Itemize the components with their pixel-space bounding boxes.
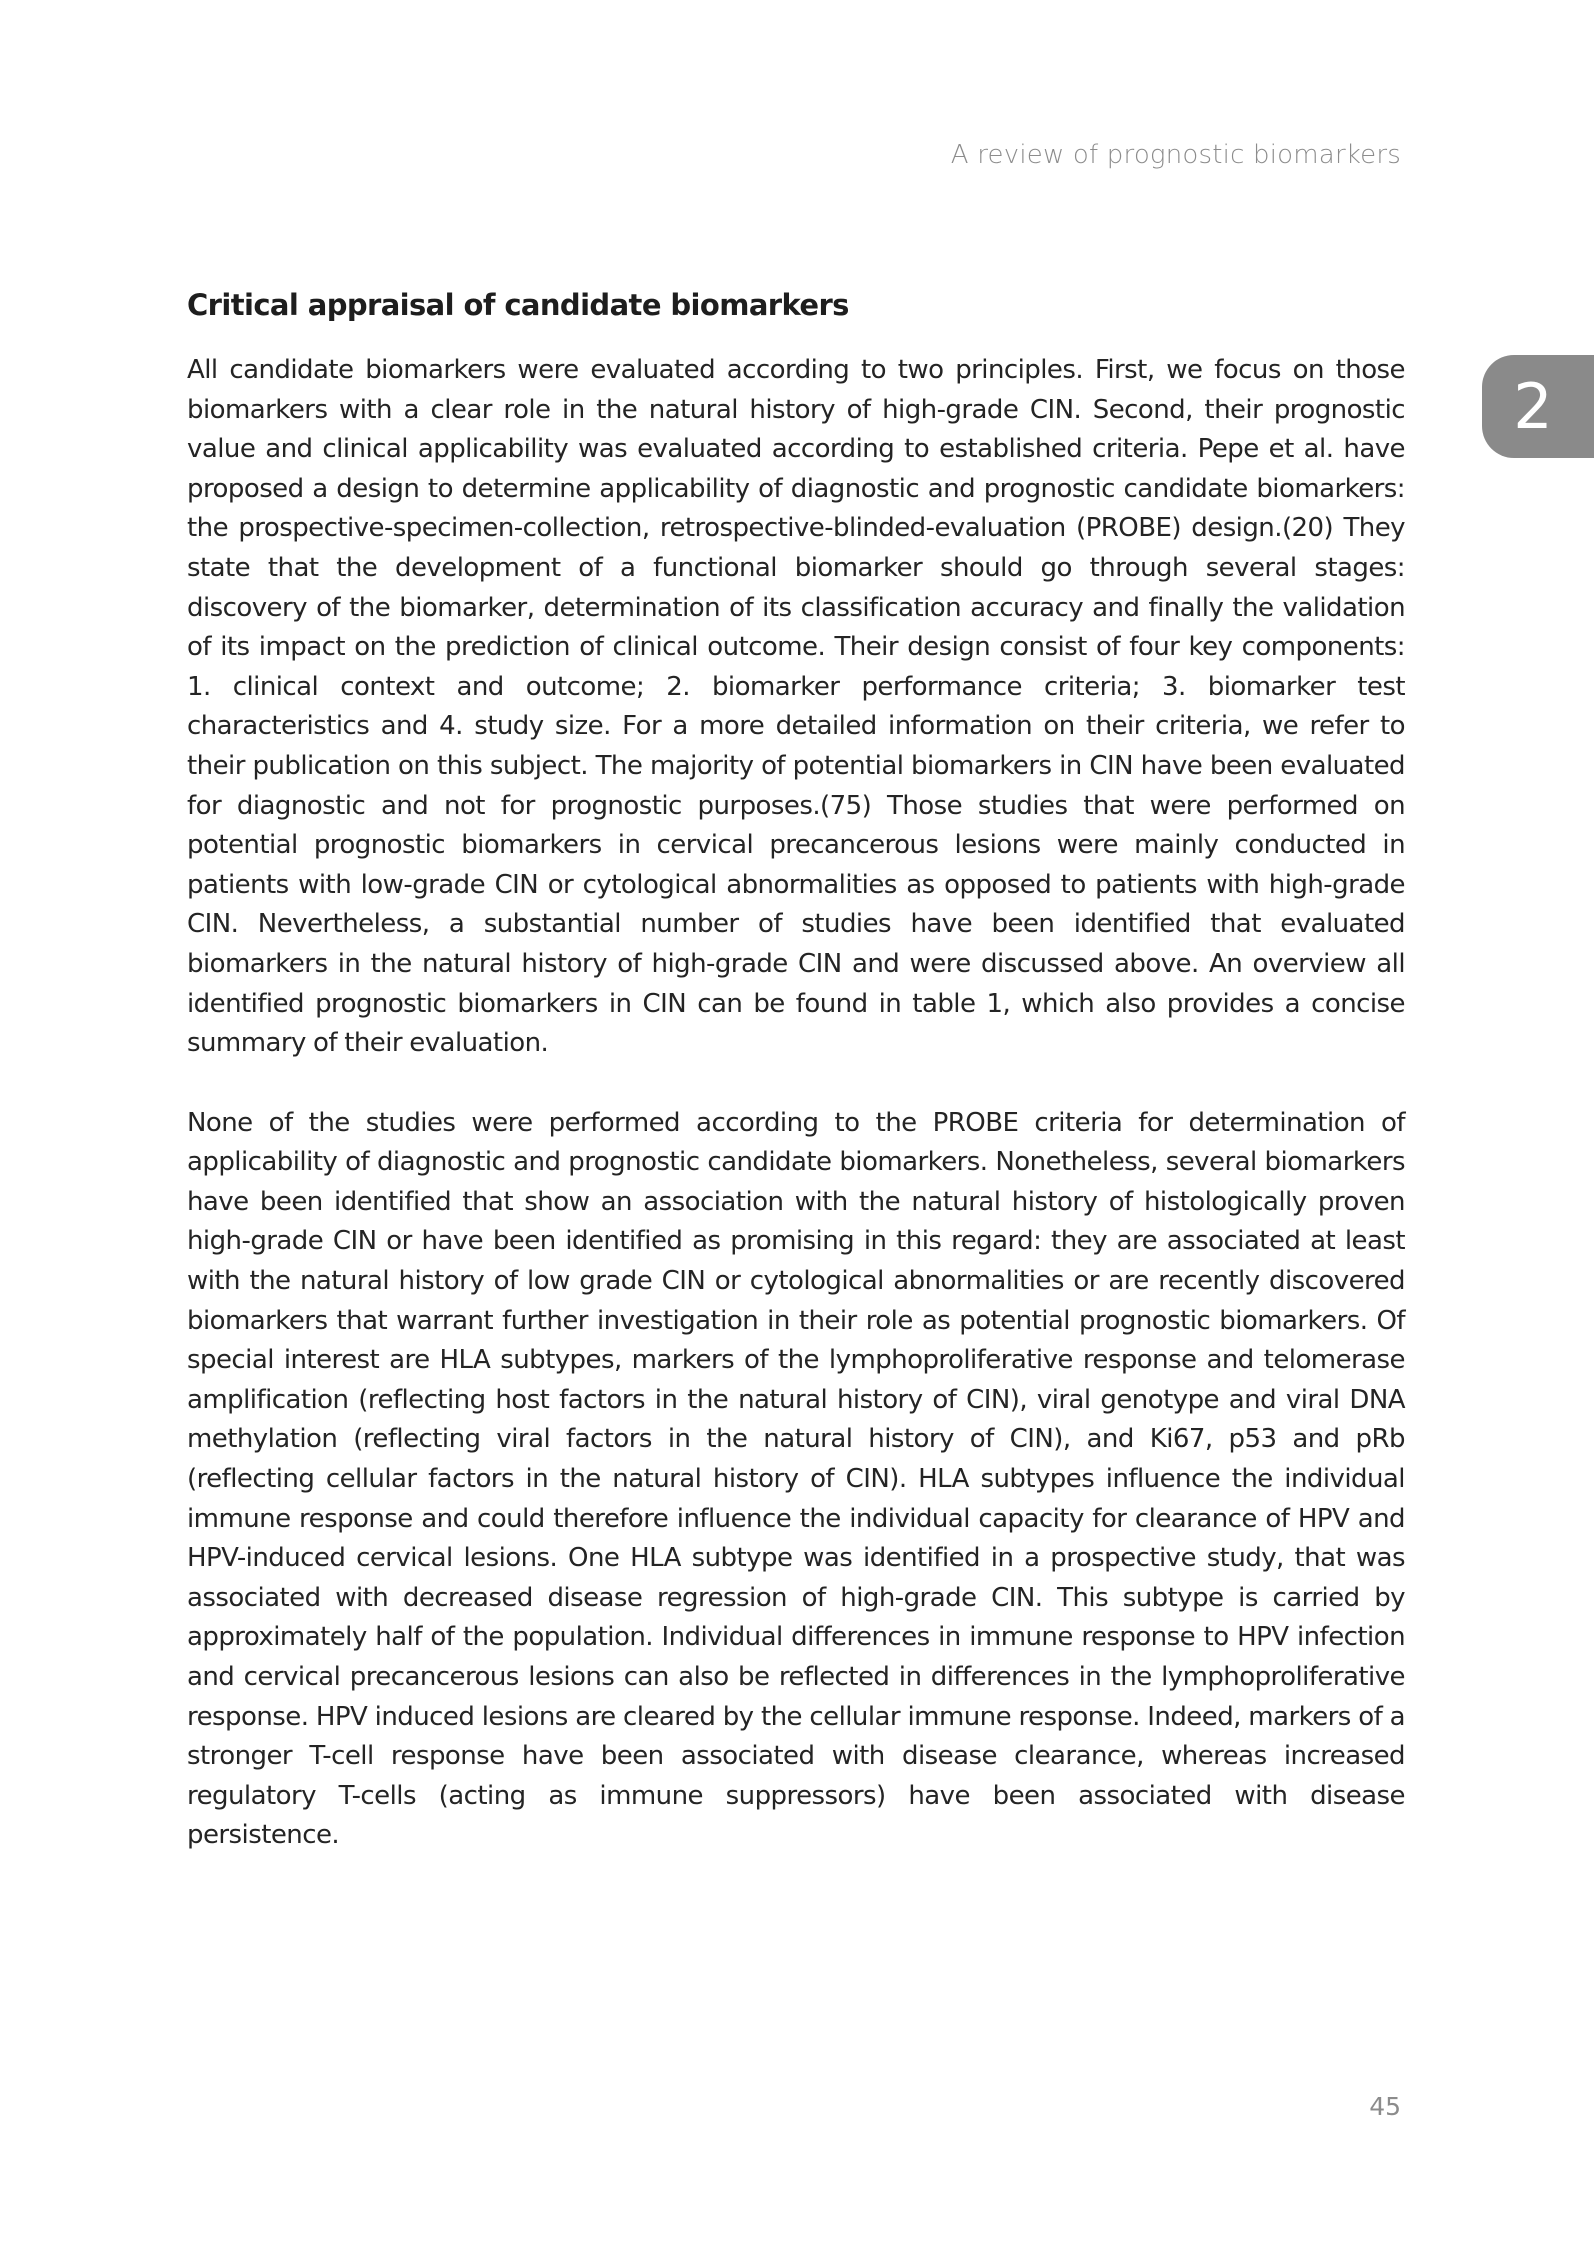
page-number: 45 bbox=[1369, 2092, 1401, 2121]
chapter-tab: 2 bbox=[1482, 355, 1594, 458]
section-heading: Critical appraisal of candidate biomarkers bbox=[187, 288, 849, 322]
body-paragraph-2: None of the studies were performed according to the PROBE criteria for determination of applicability of diagnostic and prognostic candidate biomarkers. Nonetheless, several biomarkers have been identified that show an association with the natural history of histologically proven high-grade CIN or have been identified as promising in this regard: they are associated at least with the natural history of low grade CIN or cytological abnormalities or are recently discovered biomarkers that warrant further investigation in their role as potential prognostic biomarkers. Of special interest are HLA subtypes, markers of the lymphoproliferative response and telomerase amplification (reflecting host factors in the natural history of CIN), viral genotype and viral DNA methylation (reflecting viral factors in the natural history of CIN), and Ki67, p53 and pRb (reflecting cellular factors in the natural history of CIN). HLA subtypes influence the individual immune response and could therefore influence the individual capacity for clearance of HPV and HPV-induced cervical lesions. One HLA subtype was identified in a prospective study, that was associated with decreased disease regression of high-grade CIN. This subtype is carried by approximately half of the population. Individual differences in immune response to HPV infection and cervical precancerous lesions can also be reflected in differences in the lymphoproliferative response. HPV induced lesions are cleared by the cellular immune response. Indeed, markers of a stronger T-cell response have been associated with disease clearance, whereas increased regulatory T-cells (acting as immune suppressors) have been associated with disease persistence. bbox=[187, 1107, 1405, 1851]
running-header: A review of prognostic biomarkers bbox=[950, 140, 1401, 170]
main-content bbox=[187, 285, 1405, 1856]
body-paragraph-1: All candidate biomarkers were evaluated according to two principles. First, we focus on those biomarkers with a clear role in the natural history of high-grade CIN. Second, their prognostic value and clinical applicability was evaluated according to established criteria. Pepe et al. have proposed a design to determine applicability of diagnostic and prognostic candidate biomarkers: the prospective-specimen-collection, retrospective-blinded-evaluation (PROBE) design.(20) They state that the development of a functional biomarker should go through several stages: discovery of the biomarker, determination of its classification accuracy and finally the validation of its impact on the prediction of clinical outcome. Their design consist of four key components: 1. clinical context and outcome; 2. biomarker performance criteria; 3. biomarker test characteristics and 4. study size. For a more detailed information on their criteria, we refer to their publication on this subject. The majority of potential biomarkers in CIN have been evaluated for diagnostic and not for prognostic purposes.(75) Those studies that were performed on potential prognostic biomarkers in cervical precancerous lesions were mainly conducted in patients with low-grade CIN or cytological abnormalities as opposed to patients with high-grade CIN. Nevertheless, a substantial number of studies have been identified that evaluated biomarkers in the natural history of high-grade CIN and were discussed above. An overview all identified prognostic biomarkers in CIN can be found in table 1, which also provides a concise summary of their evaluation. bbox=[187, 355, 1405, 1059]
